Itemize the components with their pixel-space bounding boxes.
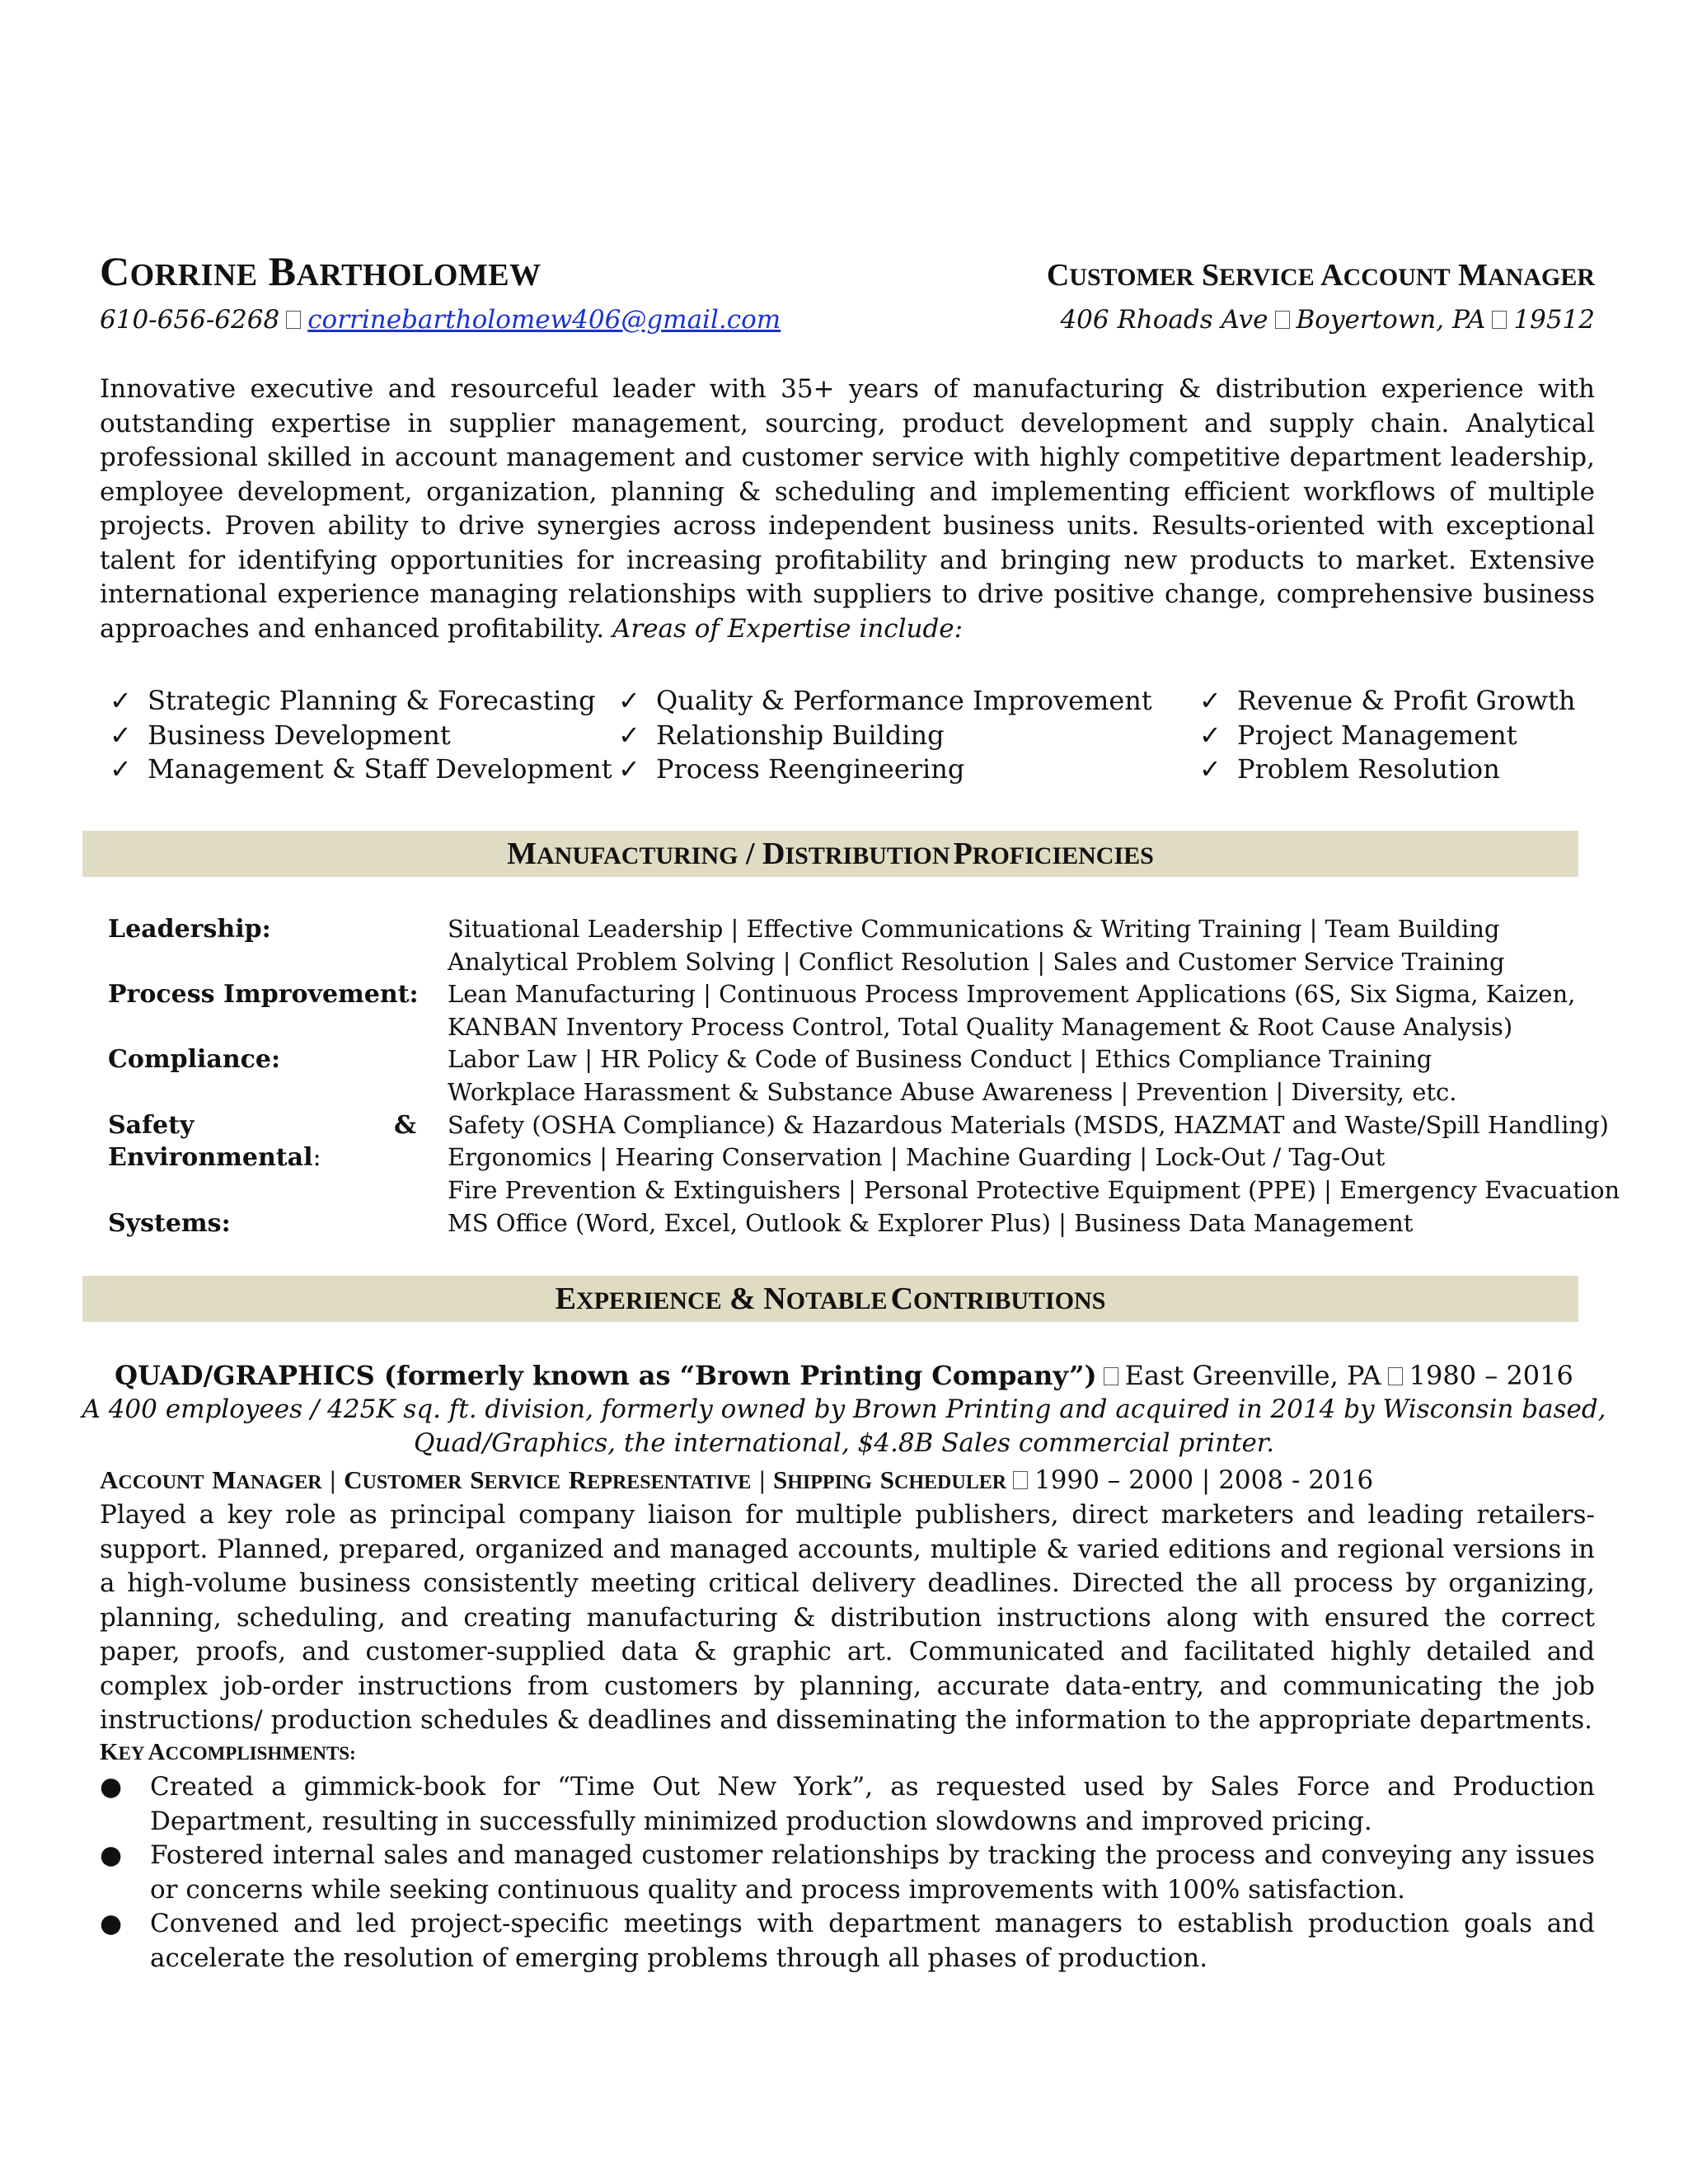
check-icon: ✓ [110,719,132,751]
accomplishment-text: Fostered internal sales and managed customer relationships by tracking the process and conveying any issues or concerns while seeking continuous quality and process improvements with 100% satisfaction. [150,1840,1595,1905]
phone-number: 610-656-6268 [100,305,280,335]
expertise-item [110,684,612,719]
areas-of-expertise-intro: Areas of Expertise include: [612,613,964,644]
company-description-line: A 400 employees / 425K sq. ft. division, formerly owned by Brown Printing and acquired in 2014 by Wisconsin based, [82,1394,1606,1424]
separator-box-icon [1492,311,1507,329]
title-initial: A [1320,258,1343,293]
prof-line: Situational Leadership | Effective Communications & Writing Training | Team Building [448,915,1500,943]
check-icon: ✓ [110,753,132,785]
prof-line: Lean Manufacturing | Continuous Process Improvement Applications (6S, Six Sigma, Kaizen, [448,980,1576,1008]
role-divider: | [759,1465,766,1494]
check-icon: ✓ [1199,753,1221,785]
role-rest: HIPPING [787,1472,872,1493]
check-icon: ✓ [618,685,640,716]
expertise-item [110,719,612,753]
name-last-rest: ARTHOLOMEW [296,258,542,293]
address-city: Boyertown, PA [1296,305,1486,335]
accomplishment-text: Convened and led project-specific meetings with department managers to establish production goals and accelerate the resolution of emerging problems through all phases of production. [150,1909,1595,1973]
expertise-item [618,752,1152,787]
prof-label-process-improvement: Process Improvement: [108,980,419,1009]
bullet-icon: ● [100,1772,123,1802]
heading-rest: ONTRIBUTIONS [913,1287,1106,1315]
expertise-item [618,684,1152,719]
contact-info [100,305,781,335]
ka-initial: K [100,1739,119,1765]
email-link[interactable]: corrinebartholomew406@gmail.com [307,305,781,335]
title-initial: C [1046,258,1070,293]
prof-line: Fire Prevention & Extinguishers | Personal Protective Equipment (PPE) | Emergency Evacuation [448,1176,1620,1204]
expertise-item [618,719,1152,753]
check-icon: ✓ [110,685,132,716]
heading-slash: / [738,837,763,871]
prof-label-leadership: Leadership: [108,915,271,944]
role-initial: M [212,1465,237,1494]
prof-line: Analytical Problem Solving | Conflict Resolution | Sales and Customer Service Training [448,948,1505,976]
summary-text: Innovative executive and resourceful leader with 35+ years of manufacturing & distribution experience with outstanding expertise in supplier management, sourcing, product development and supply chain. Analytical professional skilled in account management and customer service with highly competitive department leadership, employee development, organization, planning & scheduling and implementing efficient workflows of multiple projects. Proven ability to drive synergies across independent business units. Results-oriented with exceptional talent for identifying opportunities for increasing profitability and bringing new products to market. Extensive international experience managing relationships with suppliers to drive positive change, comprehensive business approaches and enhanced profitability. [100,374,1595,644]
environmental-colon: : [312,1143,321,1172]
prof-line: Labor Law | HR Policy & Code of Business Conduct | Ethics Compliance Training [448,1045,1432,1073]
expertise-label: Strategic Planning & Forecasting [148,685,596,716]
prof-line: KANBAN Inventory Process Control, Total Quality Management & Root Cause Analysis) [448,1013,1513,1041]
check-icon: ✓ [618,719,640,751]
role-initial: S [773,1465,788,1494]
expertise-column [1199,684,1575,787]
expertise-column [618,684,1152,787]
company-description-line: Quad/Graphics, the international, $4.8B Sales commercial printer. [413,1428,1275,1458]
role-initial: A [100,1465,119,1494]
candidate-name [100,247,542,295]
separator-box-icon [1104,1367,1118,1385]
expertise-item [1199,752,1575,787]
expertise-label: Revenue & Profit Growth [1237,685,1576,716]
role-divider: | [330,1465,336,1494]
expertise-item [1199,684,1575,719]
list-item [100,1907,1595,1975]
title-rest: ERVICE [1219,264,1315,291]
prof-line: Ergonomics | Hearing Conservation | Machine Guarding | Lock-Out / Tag-Out [448,1143,1386,1171]
prof-line: Safety (OSHA Compliance) & Hazardous Materials (MSDS, HAZMAT and Waste/Spill Handling) [448,1111,1609,1139]
check-icon: ✓ [1199,685,1221,716]
heading-initial: E [555,1282,576,1316]
prof-label-safety: Safety [108,1111,195,1140]
address-zip: 19512 [1513,305,1595,335]
prof-line: Workplace Harassment & Substance Abuse Awareness | Prevention | Diversity, etc. [448,1078,1457,1106]
accomplishment-list [100,1770,1595,1975]
role-rest: ANAGER [236,1472,322,1493]
role-initial: C [344,1465,363,1494]
name-first-rest: ORRINE [129,258,258,293]
title-rest: CCOUNT [1343,264,1451,291]
heading-initial: D [762,837,785,871]
ka-rest: EY [118,1743,145,1764]
role-titles [100,1465,1373,1495]
prof-label-compliance: Compliance: [108,1045,281,1074]
list-item [100,1839,1595,1907]
heading-rest: ANUFACTURING [537,842,738,869]
heading-initial: C [890,1282,914,1316]
role-initial: S [470,1465,485,1494]
expertise-item [110,752,612,787]
expertise-label: Business Development [148,719,451,751]
check-icon: ✓ [1199,719,1221,751]
bullet-icon: ● [100,1909,123,1938]
environmental-word: Environmental [108,1143,313,1172]
heading-initial: M [507,837,537,871]
list-item [100,1770,1595,1839]
separator-box-icon [1388,1367,1403,1385]
professional-summary [100,373,1595,646]
expertise-label: Project Management [1237,719,1517,751]
role-rest: CHEDULER [894,1472,1007,1493]
title-initial: S [1201,258,1220,293]
expertise-label: Management & Staff Development [148,753,612,785]
address-street: 406 Rhoads Ave [1060,305,1268,335]
heading-initial: P [953,837,973,871]
prof-line: MS Office (Word, Excel, Outlook & Explorer Plus) | Business Data Management [448,1209,1414,1237]
role-initial: S [879,1465,895,1494]
separator-box-icon [1013,1471,1028,1489]
role-rest: ERVICE [484,1472,561,1493]
heading-initial: N [763,1282,786,1316]
role-dates: 1990 – 2000 | 2008 - 2016 [1034,1465,1374,1495]
prof-label-systems: Systems: [108,1209,231,1238]
expertise-label: Process Reengineering [656,753,965,785]
section-header-experience [82,1276,1578,1322]
heading-rest: OTABLE [785,1287,888,1315]
company-location: East Greenville, PA [1124,1360,1381,1391]
key-accomplishments-heading [100,1739,356,1766]
accomplishment-text: Created a gimmick-book for “Time Out New York”, as requested used by Sales Force and Production Department, resulting in successfully minimized production slowdowns and improved pricing. [150,1772,1595,1836]
expertise-label: Relationship Building [656,719,945,751]
title-initial: M [1458,258,1488,293]
section-header-proficiencies [82,831,1578,877]
expertise-item [1199,719,1575,753]
company-dates: 1980 – 2016 [1409,1360,1573,1391]
job-title [1047,257,1595,293]
name-last-initial: B [268,248,297,294]
name-first-initial: C [100,248,130,294]
title-rest: ANAGER [1487,264,1595,291]
separator-box-icon [1275,311,1290,329]
heading-ampersand: & [721,1282,764,1316]
address [1060,305,1595,335]
prof-label-environmental [108,1143,321,1172]
expertise-label: Quality & Performance Improvement [656,685,1152,716]
prof-label-ampersand: & [394,1111,417,1140]
heading-rest: ISTRIBUTION [785,842,950,869]
bullet-icon: ● [100,1840,123,1870]
check-icon: ✓ [618,753,640,785]
role-rest: USTOMER [362,1472,462,1493]
role-rest: EPRESENTATIVE [587,1472,752,1493]
ka-initial: A [148,1739,166,1765]
role-initial: R [568,1465,588,1494]
heading-rest: XPERIENCE [575,1287,722,1315]
role-description: Played a key role as principal company liaison for multiple publishers, direct marketers and leading retailers-support. Planned, prepared, organized and managed accounts, multiple & varied editions and regional versions in a high-volume business consistently meeting critical delivery deadlines. Directed the all process by organizing, planning, scheduling, and creating manufacturing & distribution instructions along with ensured the correct paper, proofs, and customer-supplied data & graphic art. Communicated and facilitated highly detailed and complex job-order instructions from customers by planning, accurate data-entry, and communicating the job instructions/ production schedules & deadlines and disseminating the information to the appropriate departments. [100,1500,1595,1735]
ka-rest: CCOMPLISHMENTS: [165,1743,356,1764]
expertise-label: Problem Resolution [1237,753,1500,785]
company-name: QUAD/GRAPHICS (formerly known as “Brown Printing Company”) [115,1360,1097,1391]
title-rest: USTOMER [1069,264,1194,291]
company-line [0,1360,1688,1391]
separator-box-icon [286,311,301,329]
heading-rest: ROFICIENCIES [972,842,1154,869]
expertise-column [110,684,612,787]
role-rest: CCOUNT [118,1472,204,1493]
